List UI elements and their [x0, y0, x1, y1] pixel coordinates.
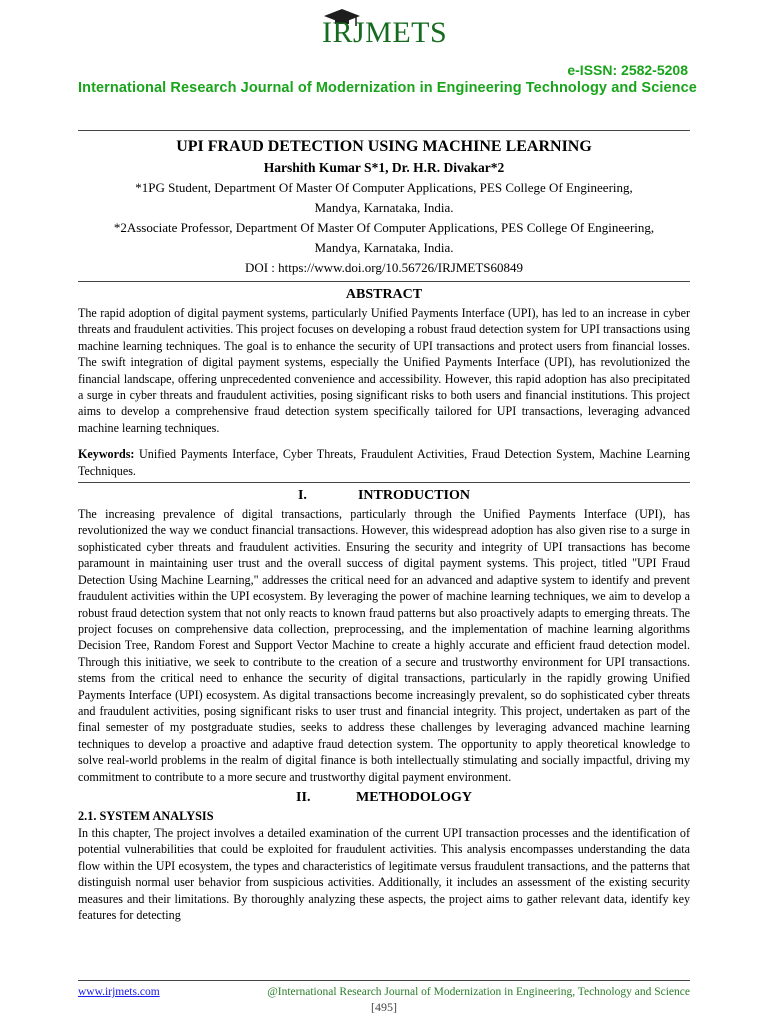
footer-copyright: @International Research Journal of Modernization in Engineering, Technology and Science	[267, 986, 690, 998]
logo-text: IRJMETS	[322, 16, 448, 49]
introduction-text: The increasing prevalence of digital transactions, particularly through the Unified Payments Interface (UPI), has revolutionized the way we conduct financial transactions. However, this widespread adoption has also given rise to a surge in sophisticated cyber threats and fraudulent activities. Ensuring the security and integrity of UPI transactions has become paramount in maintaining user trust and the overall success of digital payment systems. This project, titled "UPI Fraud Detection Using Machine Learning," addresses the critical need for an advanced and adaptive system to identify and prevent fraudulent activities within the UPI ecosystem. By leveraging the power of machine learning techniques, we aim to develop a robust fraud detection system that not only reacts to known fraud patterns but also proactively adapts to emerging threats. The project focuses on comprehensive data collection, preprocessing, and the implementation of machine learning algorithms Decision Tree, Random Forest and Support Vector Machine to create a highly accurate and efficient fraud detection model. Through this initiative, we seek to contribute to the creation of a secure and trustworthy environment for UPI transactions. stems from the critical need to enhance the security of digital transactions, particularly in the rapidly growing Unified Payments Interface (UPI) ecosystem. As digital transactions become increasingly prevalent, so do sophisticated cyber threats and fraudulent activities, posing significant risks to user trust and financial integrity. This project, undertaken as part of the final semester of my postgraduate studies, seeks to address these challenges by leveraging advanced machine learning techniques to develop a proactive and adaptive fraud detection system. The opportunity to apply theoretical knowledge to solve real-world problems in the realm of digital finance is both intellectually stimulating and socially impactful, driving my commitment to contribute to a more secure and trustworthy digital payment environment.	[78, 507, 690, 784]
website-link[interactable]: www.irjmets.com	[78, 986, 160, 998]
affiliation-line: Mandya, Karnataka, India.	[314, 200, 454, 215]
doi-line: DOI : https://www.doi.org/10.56726/IRJMETS60849	[244, 260, 524, 275]
paper-authors: Harshith Kumar S*1, Dr. H.R. Divakar*2	[263, 160, 505, 175]
keywords	[78, 446, 690, 479]
section-title: INTRODUCTION	[357, 488, 470, 504]
header-divider	[78, 130, 690, 131]
abstract-text: The rapid adoption of digital payment systems, particularly Unified Payments Interface (UPI), has led to an increase in cyber threats and fraudulent activities. This project focuses on developing a robust fraud detection system for UPI transactions using machine learning techniques. The goal is to enhance the security of UPI transactions and protect users from financial losses. The swift integration of digital payment systems, especially the Unified Payments Interface (UPI), has revolutionized the financial landscape, offering unprecedented convenience and accessibility. However, this rapid adoption has also precipitated a surge in cyber threats and fraudulent activities, posing significant risks to both users and financial institutions. This project aims to develop a comprehensive fraud detection system specifically tailored for UPI transactions, leveraging advanced machine learning techniques.	[78, 306, 690, 435]
section-title: METHODOLOGY	[356, 789, 472, 805]
keywords-text: Unified Payments Interface, Cyber Threats, Fraudulent Activities, Fraud Detection System, Machine Learning Techniques.	[78, 447, 690, 478]
divider	[78, 482, 690, 483]
page-number: [495]	[371, 1000, 397, 1014]
section-number: I.	[297, 488, 307, 504]
affiliation-line: *2Associate Professor, Department Of Master Of Computer Applications, PES College Of Engineering,	[113, 220, 655, 235]
section-introduction-heading	[78, 485, 690, 506]
section-number: II.	[296, 789, 311, 805]
subsection-heading: 2.1. SYSTEM ANALYSIS	[78, 808, 214, 823]
system-analysis-text: In this chapter, The project involves a detailed examination of the current UPI transaction processes and the identification of potential vulnerabilities that could be exploited for fraudulent activities. This analysis encompasses understanding the data flow within the UPI ecosystem, the types and characteristics of legitimate versus fraudulent transactions, and the patterns that distinguish normal user behavior from suspicious activities. Additionally, it includes an assessment of the existing security measures and their limitations. By thoroughly analyzing these aspects, the project aims to gather relevant data, identify key features for detecting	[78, 825, 690, 922]
divider	[78, 281, 690, 282]
eissn-label: e-ISSN: 2582-5208	[567, 62, 688, 78]
paper-title: UPI FRAUD DETECTION USING MACHINE LEARNING	[176, 138, 592, 155]
section-methodology-heading	[78, 787, 690, 808]
footer-divider	[78, 980, 690, 981]
abstract-heading: ABSTRACT	[345, 287, 423, 302]
keywords-label: Keywords:	[78, 447, 135, 462]
affiliations	[78, 178, 690, 278]
journal-logo	[318, 6, 458, 54]
affiliation-line: Mandya, Karnataka, India.	[314, 240, 454, 255]
paper-body	[78, 136, 690, 923]
journal-name: International Research Journal of Modernization in Engineering Technology and Science	[78, 80, 697, 96]
affiliation-line: *1PG Student, Department Of Master Of Computer Applications, PES College Of Engineering,	[135, 180, 633, 195]
